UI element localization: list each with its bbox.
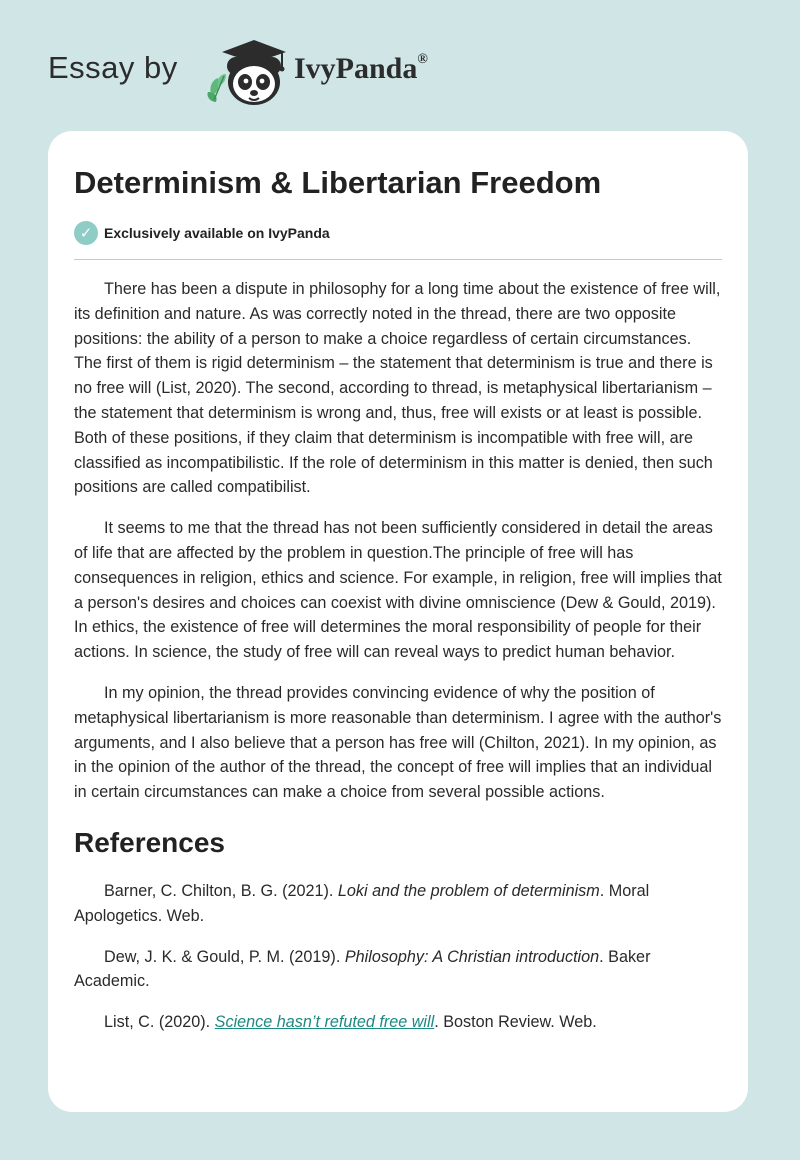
body-paragraph: There has been a dispute in philosophy for a long time about the existence of free will, its definition and nature. As was correctly noted in the thread, there are two opposite positions: the ability of a person to make a choice regardless of certain circumstances. The first of them is rigid determinism – the statement that determinism is true and there is no free will (List, 2020). The second, according to thread, is metaphysical libertarianism – the statement that determinism is wrong and, thus, free will exists or at least is possible. Both of these positions, if they claim that determinism is incompatible with free will, are classified as incompatibilistic. If the role of determinism in this matter is denied, then such positions are called compatibilist. [74, 280, 721, 497]
divider [74, 259, 722, 260]
reference-item: List, C. (2020). Science hasn’t refuted free will. Boston Review. Web. [104, 1013, 597, 1032]
panda-logo-icon[interactable] [202, 36, 294, 108]
exclusive-label: Exclusively available on IvyPanda [104, 225, 330, 241]
reference-link[interactable]: Science hasn’t refuted free will [214, 1013, 435, 1032]
essay-card [48, 131, 748, 1112]
reference-item: Dew, J. K. & Gould, P. M. (2019). Philosophy: A Christian introduction. Baker Academic. [74, 947, 651, 991]
body-paragraph: In my opinion, the thread provides convincing evidence of why the position of metaphysical libertarianism is more reasonable than determinism. I agree with the author's arguments, and I also believe that a person has free will (Chilton, 2021). In my opinion, as in the opinion of the author of the thread, the concept of free will implies that an individual in certain circumstances can make a choice from several possible actions. [74, 683, 722, 802]
exclusive-badge [74, 221, 722, 245]
page-title: Determinism & Libertarian Freedom [74, 165, 602, 200]
essay-by-label: Essay by [48, 50, 178, 85]
brand-name[interactable]: IvyPanda® [294, 52, 428, 85]
site-header [48, 36, 548, 116]
body-paragraph: It seems to me that the thread has not been sufficiently considered in detail the areas of life that are affected by the problem in question.The principle of free will has consequences in religion, ethics and science. For example, in religion, free will implies that a person's desires and choices can coexist with divine omniscience (Dew & Gould, 2019). In ethics, the existence of free will determines the moral responsibility of people for their actions. In science, the study of free will can reveal ways to predict human behavior. [74, 519, 722, 662]
check-circle-icon: ✓ [74, 221, 98, 245]
reference-item: Barner, C. Chilton, B. G. (2021). Loki and the problem of determinism. Moral Apologetics. Web. [74, 881, 650, 925]
references-heading: References [74, 826, 225, 858]
